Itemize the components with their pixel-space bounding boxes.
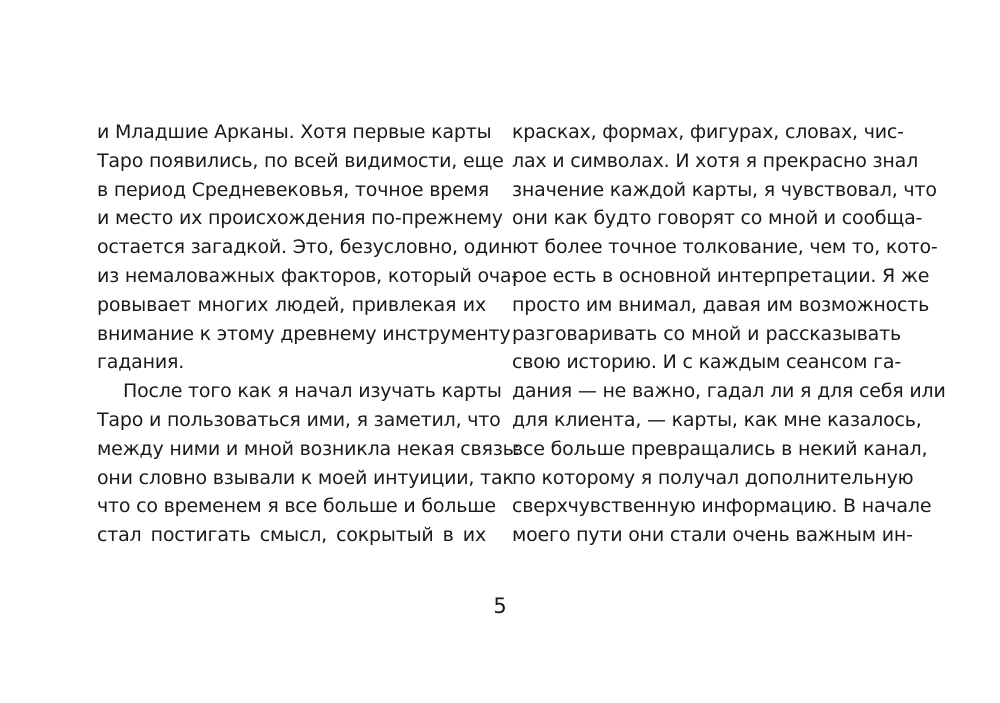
page-number: 5: [493, 594, 507, 618]
text-line: стал постигать смысл, сокрытый в их: [97, 524, 486, 547]
text-line: разговаривать со мной и рассказывать: [512, 322, 901, 345]
text-line: они как будто говорят со мной и сообща-: [512, 207, 923, 230]
text-line: Таро и пользоваться ими, я заметил, что: [97, 408, 501, 431]
text-line: внимание к этому древнему инструменту: [97, 322, 511, 345]
text-line: лах и символах. И хотя я прекрасно знал: [512, 149, 919, 172]
text-line: рое есть в основной интерпретации. Я же: [512, 264, 930, 287]
paragraph: [97, 377, 520, 550]
text-line: они словно взывали к моей интуиции, так: [97, 466, 514, 489]
paragraph: [512, 118, 946, 550]
text-line: Таро появились, по всей видимости, еще: [97, 149, 504, 172]
text-line: все больше превращались в некий канал,: [512, 437, 928, 460]
text-line: ровывает многих людей, привлекая их: [97, 293, 486, 316]
text-line: ют более точное толкование, чем то, кото-: [512, 236, 938, 259]
text-line: в период Средневековья, точное время: [97, 178, 489, 201]
text-line: красках, формах, фигурах, словах, чис-: [512, 121, 904, 143]
text-line: и место их происхождения по-прежнему: [97, 207, 503, 230]
text-line: между ними и мной возникла некая связь:: [97, 437, 520, 460]
text-line: сверхчувственную информацию. В начале: [512, 495, 932, 518]
left-text-column: [97, 118, 520, 550]
text-line: свою историю. И с каждым сеансом га-: [512, 351, 901, 374]
text-line: моего пути они стали очень важным ин-: [512, 524, 913, 547]
text-line: по которому я получал дополнительную: [512, 466, 914, 489]
text-line: остается загадкой. Это, безусловно, один: [97, 236, 513, 259]
text-line: гадания.: [97, 351, 185, 374]
text-line: из немаловажных факторов, который оча-: [97, 264, 519, 287]
paragraph: [97, 118, 519, 377]
text-line: просто им внимал, давая им возможность: [512, 293, 930, 316]
text-line: значение каждой карты, я чувствовал, что: [512, 178, 937, 201]
text-line: и Младшие Арканы. Хотя первые карты: [97, 121, 492, 143]
text-line: После того как я начал изучать карты: [123, 380, 502, 403]
text-line: для клиента, — карты, как мне казалось,: [512, 408, 922, 431]
text-line: дания — не важно, гадал ли я для себя или: [512, 380, 946, 403]
text-line: что со временем я все больше и больше: [97, 495, 496, 518]
right-text-column: [512, 118, 946, 550]
